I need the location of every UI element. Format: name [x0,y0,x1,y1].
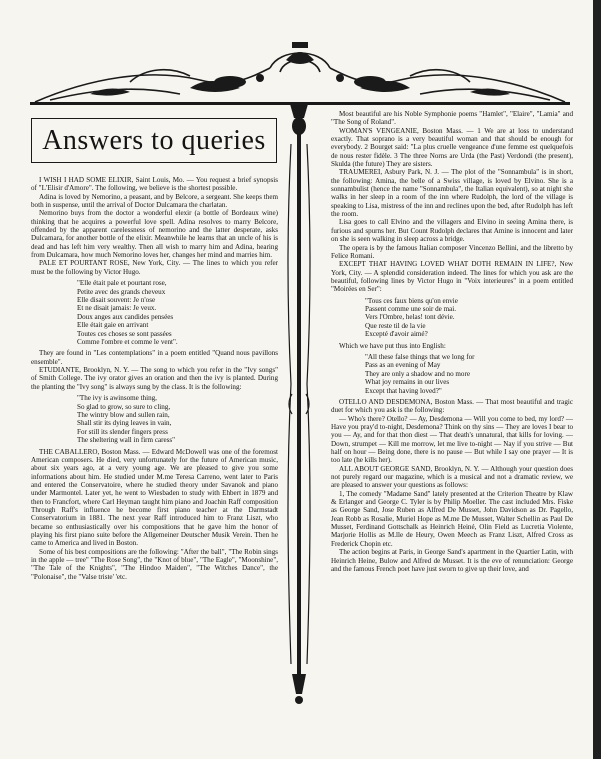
section-title-box [31,118,277,163]
paragraph: The action begins at Paris, in George Sand's apartment in the Quartier Latin, with Heinrich Heine, Bulow and Alfred de Musset. It is the eve of renunciation: George and the famous French poet have just sworn to give up their love, and [331,548,573,573]
paragraph: PALE ET POURTANT ROSE, New York, City. — The lines to which you refer must be the following by Victor Hugo. [31,259,278,276]
poem-line: Shall stir its dying leaves in vain, [77,419,172,428]
poem-line: Elle était gaie en arrivant [77,321,149,330]
paragraph: OTELLO AND DESDEMONA, Boston Mass. — That most beautiful and tragic duet for which you ask is the following: [331,397,573,415]
poem-line: For still its slender fingers press [77,427,168,436]
poem-block [77,394,278,444]
right-column [331,110,573,573]
paragraph: Which we have put thus into English: [339,341,446,350]
poem-line: Elle disait souvent: Je n'ose [77,295,156,304]
left-column [31,176,278,581]
paragraph: I WISH I HAD SOME ELIXIR, Saint Louis, Mo. — You request a brief synopsis of "L'Elisir d'Amore". The following, we believe is the shortest possible. [31,176,278,193]
poem-line: What joy remains in our lives [365,378,450,387]
poem-line: Et ne disait jamais: Je veux. [77,304,157,313]
column-divider-ornament-icon [286,104,312,704]
paragraph: TRAUMEREI, Asbury Park, N. J. — The plot of the "Sonnambula" is in short, the following: Amina, the belle of a Swiss village, is loved by Elvino. She is a sonnambulist (hence the name "Sonnambula", the Italian equivalent), so at night she walks in her sleep in a room of the inn where Rudolph, the lord of the village is speaking to Lisa, mistress of the inn and reclines upon the bed, after Rudolph has left the room. [331,168,573,219]
paragraph: Nemorino buys from the doctor a wonderful elexir (a bottle of Bordeaux wine) thinking that he acquires a powerful love spell. Adina resolves to marry Belcore, offended by the apparent carelessness of nemorino and the latter desperate, asks Dulcamara, for another bottle of the elixir. Meanwhile he learns that an uncle of his is dead and has left him very wealthy. Then all wish to marry him and Adina, hearing from Dulcamara, how much Nemorino loves her, changes her mind and marries him. [31,209,278,260]
poem-line: Excepté d'avoir aimé? [365,330,428,339]
page-edge-shadow [593,0,601,759]
paragraph: — Who's there? Otello? — Ay, Desdemona — Will you come to bed, my lord? — Have you pray'd to-night, Desdemona? Think on thy sins — They are loves I bear to you — Ay, and for that thon diest — That death's unnatural, that kills for loving. — Down, strumpet — Kill me morrow, let me live to-night — Nay if you strive — But half on hour — Being done, there is no pause — But while I say one prayer — It is too late (he kills her). [331,414,573,465]
paragraph: EXCEPT THAT HAVING LOVED WHAT DOTH REMAIN IN LIFE?, New York, City. — A splendid consideration indeed. The lines for which you ask are the beautiful, following lines by Victor Hugo in "Voix interieures" in a poem entitled "Moirées en Ser": [331,260,573,294]
poem-line: Passent comme une soir de mai. [365,304,457,313]
paragraph: Most beautiful are his Noble Symphonie poems "Hamlet", "Elaire", "Lamia" and "The Song of Roland". [331,110,573,127]
poem-line: The wintry blow and sullen rain, [77,410,170,419]
poem-line: "Tous ces faux biens qu'on envie [365,296,458,305]
paragraph: ALL ABOUT GEORGE SAND, Brooklyn, N. Y. — Although your question does not purely regard our magazine, which is a musical and not a dramatic review, we are pleased to answer your questions as follows: [331,464,573,490]
paragraph: ETUDIANTE, Brooklyn, N. Y. — The song to which you refer in the "Ivy songs" of Smith College. The ivy orator gives an oration and then the ivy is planted. During the planting the "Ivy song" is always sung by the class. It is the following: [31,366,278,391]
poem-line: Vers l'Ombre, helas! tont dévie. [365,313,455,322]
paragraph: They are found in "Les contemplations" in a poem entitled "Quand nous pavillons ensemble". [31,349,278,366]
poem-line: Toutes ces choses se sont passées [77,329,172,338]
paragraph: The opera is by the famous Italian composer Vincenzo Bellini, and the libretto by Felice Romani. [331,243,573,260]
paragraph: Lisa goes to call Elvino and the villagers and Elvino in seeing Amina there, is furious and spurns her. But Count Rudolph declares that Amine is innocent and later on she is seen walking in sleep across a bridge. [331,218,573,244]
poem-line: They are only a shadow and no more [365,369,470,378]
poem-line: "All these false things that we long for [365,352,475,361]
poem-line: Petite avec des grands cheveux [77,287,166,296]
poem-line: So glad to grow, so sure to cling, [77,402,171,411]
poem-block [365,353,573,395]
poem-line: "Elle était pale et pourtant rose, [77,279,167,288]
poem-block [365,297,573,339]
paragraph: Some of his best compositions are the following: "After the ball", "The Robin sings in the apple — tree" "The Rose Song", the "Knot of blue", "The Eagle", "Moonshine", "The Tale of the Knights", "The Hindoo Maiden", "The Witches Dance", the "Polonaise", the "Valse triste' 'etc. [31,547,278,581]
poem-line: Comme l'ombre et comme le vent". [77,337,178,346]
poem-line: "The ivy is awinsome thing, [77,394,157,403]
header-ornament-icon [30,38,570,108]
poem-line: The sheltering wall in firm caress" [77,436,176,445]
paragraph: THE CABALLERO, Boston Mass. — Edward McDowell was one of the foremost American composers. He died, very unfortunately for the future of American music, about six years ago, at a very young age. We are pleased to give you some informations about him. He studied under M.me Teresa Carreno, went later to Paris and entered the Conservatoire, where he studied theory under Savanok and piano under Marmontel. Later yet, he went to Wiesbaden to study with Ehbert in 1879 and then to Francfort, where Carl Heyman taught him piano and Joachin Raff composition Through Raff's influence he become first piano teacher at the Darmstadt Conservatorium in 1881. The next year Raff introduced him to Franz Liszt, who became so enthusiastically over his compositions that he gave him the honor of playing his first piano suite before the Allgemeiner Deutscher Musik Verein. Then he came to America and lived in Boston. [31,447,278,548]
poem-line: Doux anges aux candides pensées [77,312,174,321]
poem-line: Que reste til de la vie [365,321,426,330]
poem-line: Except that having loved?" [365,386,442,395]
poem-line: Pass as an evening of May [365,361,441,370]
page-title: Answers to queries [42,124,266,156]
paragraph: WOMAN'S VENGEANIE, Boston Mass. — 1 We are at loss to understand exactly. That soprano is a very beautiful woman and that should be enough for everybody. 2 Bourget said: "La plus cruelle vengeance d'une femme est quelquefois de nous rester fidèle. 3 The three Norns are Urda (the Past) Verdondi (the present), Skulda (the future) They are sisters. [331,126,573,169]
poem-block [77,279,278,346]
paragraph: 1, The comedy "Madame Sand" lately presented at the Criterion Theatre by Klaw & Erlanger and George C. Tyler is by Philip Moeller. The cast included Mrs. Fiske as George Sand, Jose Ruben as Alfred De Musset, John Davidson as Dr. Pagello, Jean Robb as Rosalie, Muriel Hope as M.me De Musset, Walter Schellin as Paul De Musset, Ferdinand Gottschalk as Heinrich Heiné, Olin Field as Lucretia Violente, Marjorie Hollis as M.lle de Heury, Owen Meech as Franz Liszt, Alfred Cross as Frederick Chopin etc. [331,489,573,548]
paragraph: Adina is loved by Nemorino, a peasant, and by Belcore, a sergeant. She keeps them both in suspense, until the arrival of Doctor Dulcamara the charlatan. [31,192,278,210]
